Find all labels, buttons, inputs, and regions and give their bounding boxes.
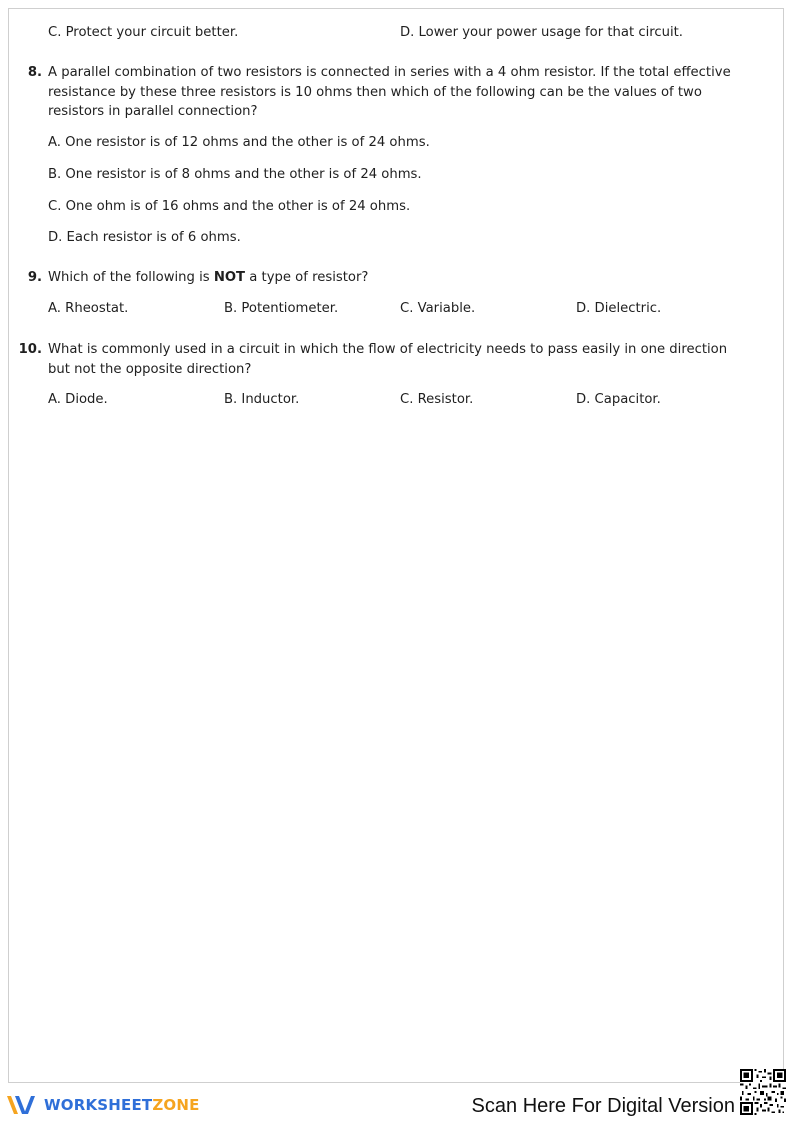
- question-9-text-start: Which of the following is: [48, 270, 214, 285]
- question-10-number: 10.: [18, 342, 42, 357]
- question-9-text: [48, 268, 738, 288]
- logo-word-zone: ZONE: [152, 1096, 200, 1114]
- question-9-text-emphasis: NOT: [213, 270, 246, 285]
- worksheet-zone-logo: [6, 1091, 200, 1119]
- logo-wordmark: [44, 1096, 200, 1114]
- scan-here-text: Scan Here For Digital Version: [471, 1095, 735, 1117]
- question-8-option-d: D. Each resistor is of 6 ohms.: [48, 230, 241, 245]
- question-10-option-a: A. Diode.: [48, 392, 108, 407]
- question-8-option-a: A. One resistor is of 12 ohms and the other is of 24 ohms.: [48, 135, 430, 150]
- logo-word-worksheet: WORKSHEET: [44, 1096, 153, 1114]
- question-10-option-c: C. Resistor.: [400, 392, 474, 407]
- question-9-option-c: C. Variable.: [400, 301, 476, 316]
- question-8-option-c: C. One ohm is of 16 ohms and the other is of 24 ohms.: [48, 199, 411, 214]
- question-9-option-a: A. Rheostat.: [48, 301, 129, 316]
- question-10-option-b: B. Inductor.: [224, 392, 300, 407]
- question-9-text-end: a type of resistor?: [245, 270, 369, 285]
- question-8-text: A parallel combination of two resistors is connected in series with a 4 ohm resistor. If the total effective resistance by these three resistors is 10 ohms then which of the following can be the values of two resistors in parallel connection?: [48, 65, 731, 119]
- question-9-option-d: D. Dielectric.: [576, 301, 662, 316]
- question-8-number: 8.: [27, 65, 42, 80]
- qr-code-icon[interactable]: [740, 1069, 786, 1115]
- question-9-option-b: B. Potentiometer.: [224, 301, 339, 316]
- prev-option-c: C. Protect your circuit better.: [48, 25, 239, 40]
- logo-w-icon: [6, 1093, 40, 1117]
- question-8-option-b: B. One resistor is of 8 ohms and the other is of 24 ohms.: [48, 167, 422, 182]
- question-10-text: What is commonly used in a circuit in which the flow of electricity needs to pass easily in one direction but not the opposite direction?: [48, 342, 728, 377]
- question-10-option-d: D. Capacitor.: [576, 392, 661, 407]
- prev-option-d: D. Lower your power usage for that circuit.: [400, 25, 683, 40]
- question-9-number: 9.: [27, 270, 42, 285]
